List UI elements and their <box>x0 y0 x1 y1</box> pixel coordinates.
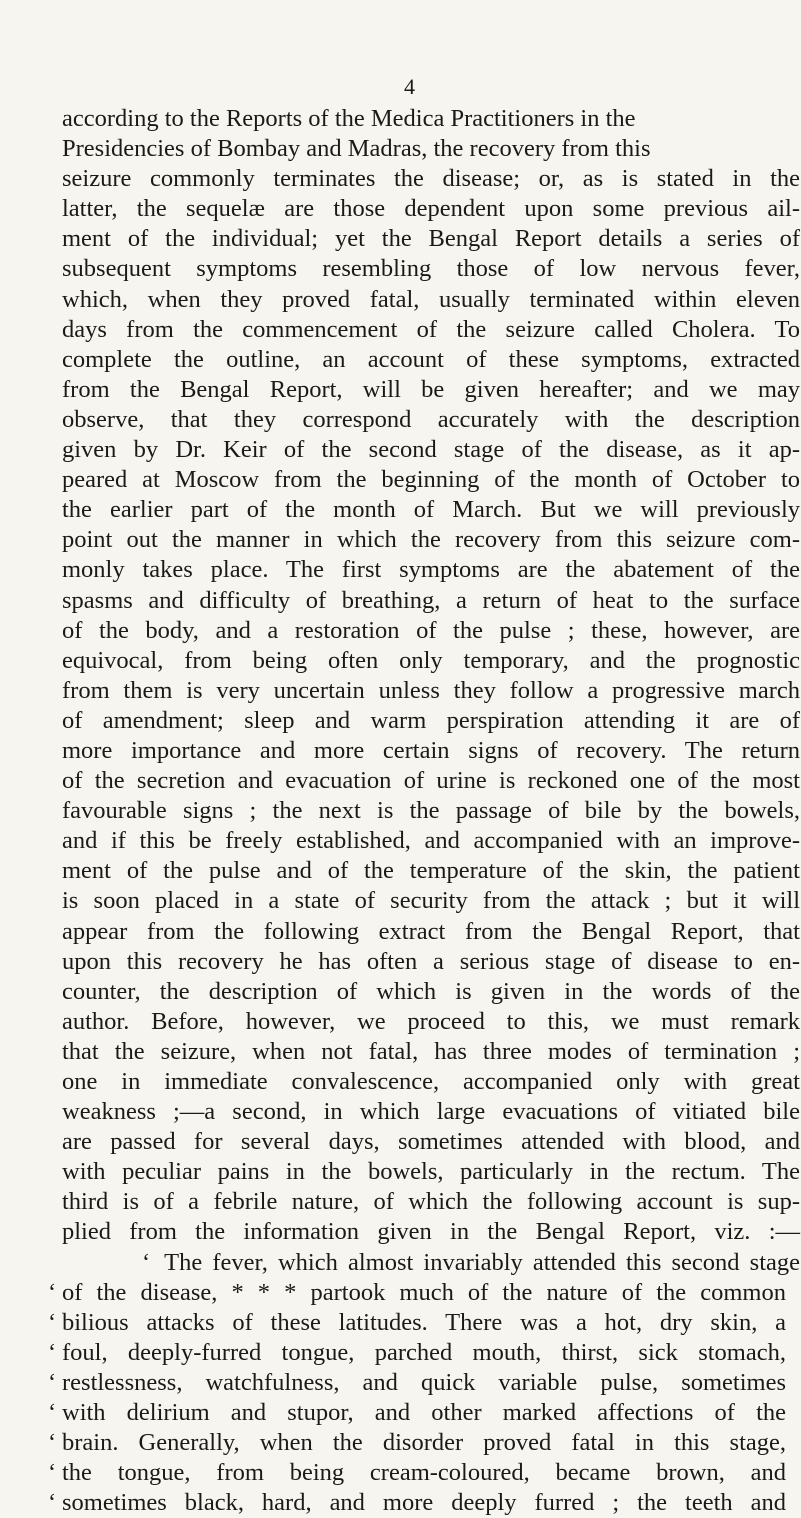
text-line: that the seizure, when not fatal, has three modes of termination ; <box>62 1037 800 1065</box>
quote-line: ‘ sometimes black, hard, and more deeply furred ; the teeth and <box>48 1489 786 1517</box>
quote-text: the tongue, from being cream-coloured, became brown, and <box>62 1459 786 1487</box>
text-line: latter, the sequelæ are those dependent upon some previous ail- <box>62 195 800 223</box>
text-line: appear from the following extract from the Bengal Report, that <box>62 917 800 945</box>
quote-text: restlessness, watchfulness, and quick variable pulse, sometimes <box>62 1368 786 1396</box>
text-line: is soon placed in a state of security from the attack ; but it will <box>62 887 800 915</box>
text-line: weakness ;—a second, in which large evacuations of vitiated bile <box>62 1098 800 1126</box>
quote-text: sometimes black, hard, and more deeply furred ; the teeth and <box>62 1489 786 1517</box>
text-line: more importance and more certain signs of recovery. The return <box>62 736 800 764</box>
body-text <box>48 104 800 1518</box>
text-line: upon this recovery he has often a serious stage of disease to en- <box>62 947 800 975</box>
text-line: the earlier part of the month of March. But we will previously <box>62 496 800 524</box>
text-line: are passed for several days, sometimes attended with blood, and <box>62 1128 800 1156</box>
text-line: subsequent symptoms resembling those of low nervous fever, <box>62 255 800 283</box>
text-line: and if this be freely established, and accompanied with an improve- <box>62 827 800 855</box>
text-line: equivocal, from being often only temporary, and the prognostic <box>62 646 800 674</box>
quote-text: bilious attacks of these latitudes. There was a hot, dry skin, a <box>62 1308 786 1336</box>
text-line: counter, the description of which is given in the words of the <box>62 977 800 1005</box>
quote-text: foul, deeply-furred tongue, parched mouth, thirst, sick stomach, <box>62 1338 786 1366</box>
text-line: point out the manner in which the recovery from this seizure com- <box>62 526 800 554</box>
text-line: days from the commencement of the seizure called Cholera. To <box>62 315 800 343</box>
page-number: 4 <box>404 74 415 99</box>
quote-line: ‘ restlessness, watchfulness, and quick variable pulse, sometimes <box>48 1368 786 1396</box>
quote-line: ‘ with delirium and stupor, and other marked affections of the <box>48 1399 786 1427</box>
text-line: seizure commonly terminates the disease; or, as is stated in the <box>62 165 800 193</box>
quote-text: brain. Generally, when the disorder proved fatal in this stage, <box>62 1429 786 1457</box>
text-line: complete the outline, an account of these symptoms, extracted <box>62 345 800 373</box>
text-line: monly takes place. The first symptoms are the abatement of the <box>62 556 800 584</box>
quote-line <box>62 1248 800 1278</box>
text-line: plied from the information given in the Bengal Report, viz. :— <box>62 1218 800 1246</box>
quote-line: ‘ of the disease, * * * partook much of the nature of the common <box>48 1278 786 1306</box>
text-line: from them is very uncertain unless they follow a progressive march <box>62 676 800 704</box>
text-line: ment of the individual; yet the Bengal Report details a series of <box>62 225 800 253</box>
text-line: of the secretion and evacuation of urine is reckoned one of the most <box>62 767 800 795</box>
text-line: according to the Reports of the Medica Practitioners in the <box>62 105 636 132</box>
quote-text: of the disease, * * * partook much of the nature of the common <box>62 1278 786 1306</box>
text-line: third is of a febrile nature, of which the following account is sup- <box>62 1188 800 1216</box>
text-line: ment of the pulse and of the temperature of the skin, the patient <box>62 857 800 885</box>
text-line: author. Before, however, we proceed to this, we must remark <box>62 1007 800 1035</box>
text-line: favourable signs ; the next is the passage of bile by the bowels, <box>62 797 800 825</box>
quote-mark: ‘ <box>142 1248 151 1276</box>
text-line: observe, that they correspond accurately with the description <box>62 405 800 433</box>
quote-line: ‘ the tongue, from being cream-coloured, became brown, and <box>48 1459 786 1487</box>
text-line: one in immediate convalescence, accompanied only with great <box>62 1068 800 1095</box>
text-line: from the Bengal Report, will be given hereafter; and we may <box>62 375 800 403</box>
text-line: which, when they proved fatal, usually terminated within eleven <box>62 285 800 313</box>
quote-text: with delirium and stupor, and other marked affections of the <box>62 1399 786 1427</box>
text-line: spasms and difficulty of breathing, a return of heat to the surface <box>62 586 800 614</box>
text-line: given by Dr. Keir of the second stage of the disease, as it ap- <box>62 436 800 464</box>
quote-line: ‘ brain. Generally, when the disorder proved fatal in this stage, <box>48 1429 786 1457</box>
text-line: of the body, and a restoration of the pulse ; these, however, are <box>62 616 800 644</box>
quote-text: The fever, which almost invariably attended this second stage <box>164 1248 800 1276</box>
text-line: of amendment; sleep and warm perspiration attending it are of <box>62 706 800 734</box>
text-line: peared at Moscow from the beginning of the month of October to <box>62 466 800 494</box>
quote-line: ‘ bilious attacks of these latitudes. There was a hot, dry skin, a <box>48 1308 786 1336</box>
text-line: with peculiar pains in the bowels, particularly in the rectum. The <box>62 1158 800 1186</box>
quote-line: ‘ foul, deeply-furred tongue, parched mouth, thirst, sick stomach, <box>48 1338 786 1366</box>
text-line: Presidencies of Bombay and Madras, the recovery from this <box>62 135 651 163</box>
